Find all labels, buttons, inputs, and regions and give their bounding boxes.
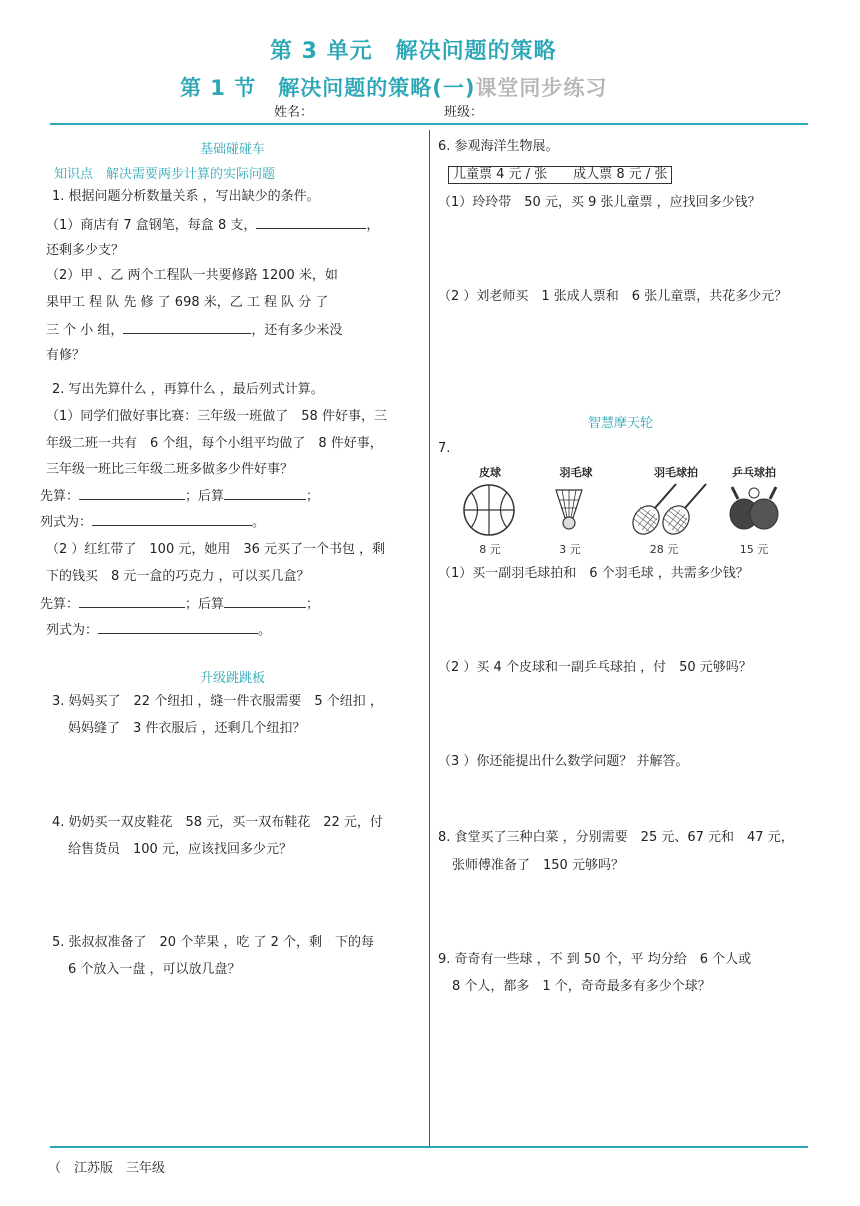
first-label: 先算： bbox=[40, 597, 80, 612]
q4-line2: 给售货员 100 元，应该找回多少元？ bbox=[68, 842, 292, 857]
q7-number: 7. bbox=[438, 441, 451, 456]
q6-part2: （2 ）刘老师买 1 张成人票和 6 张儿童票，共花多少元？ bbox=[438, 289, 788, 304]
section-upgrade: 升级跳跳板 bbox=[200, 671, 266, 686]
period: 。 bbox=[258, 623, 272, 638]
column-divider bbox=[429, 130, 430, 1146]
item-name: 皮球 bbox=[479, 466, 501, 479]
basketball-icon bbox=[462, 483, 516, 537]
section-basic: 基础碰碰车 bbox=[200, 142, 266, 157]
item-price: 3 元 bbox=[559, 543, 581, 556]
formula-blank[interactable] bbox=[98, 621, 258, 634]
q2-part1-line1: （1）同学们做好事比赛：三年级一班做了 58 件好事，三 bbox=[46, 409, 387, 424]
first-blank[interactable] bbox=[79, 595, 185, 608]
q1-part2-line3 bbox=[46, 321, 342, 340]
q1-part2-line3-text: 三 个 小 组， bbox=[46, 323, 124, 338]
q3-line2: 妈妈缝了 3 件衣服后 ，还剩几个纽扣？ bbox=[68, 721, 306, 736]
q2-part2-formula bbox=[46, 621, 271, 640]
then-blank[interactable] bbox=[224, 487, 306, 500]
q5-line2: 6 个放入一盘 ，可以放几盘？ bbox=[68, 962, 241, 977]
q7-part1: （1）买一副羽毛球拍和 6 个羽毛球 ，共需多少钱？ bbox=[438, 566, 749, 581]
q3-line1: 3. 妈妈买了 22 个纽扣 ，缝一件衣服需要 5 个纽扣 ， bbox=[52, 694, 383, 709]
footer-text: （ 江苏版 三年级 bbox=[48, 1161, 166, 1176]
item-price: 8 元 bbox=[479, 543, 501, 556]
section-title-main: 第 1 节 解决问题的策略(一) bbox=[180, 76, 476, 100]
shuttlecock-icon bbox=[552, 486, 586, 532]
class-label: 班级： bbox=[444, 105, 484, 120]
q4-line1: 4. 奶奶买一双皮鞋花 58 元，买一双布鞋花 22 元，付 bbox=[52, 815, 383, 830]
q2-part2-steps bbox=[40, 595, 319, 614]
q1-stem: 1. 根据问题分析数量关系 ，写出缺少的条件。 bbox=[52, 189, 320, 204]
section-title-sub: 课堂同步练习 bbox=[475, 76, 608, 100]
then-label: ；后算 bbox=[185, 489, 225, 504]
item-name: 乒乓球拍 bbox=[732, 466, 776, 479]
q9-line1: 9. 奇奇有一些球 ，不 到 50 个，平 均分给 6 个人或 bbox=[438, 952, 752, 967]
q1-part2-line3-end: ，还有多少米没 bbox=[251, 323, 343, 338]
knowledge-point: 知识点 解决需要两步计算的实际问题 bbox=[54, 167, 276, 182]
q1-part1-end: ， bbox=[366, 218, 380, 233]
q2-part2-line1: （2 ）红红带了 100 元，她用 36 元买了一个书包 ，剩 bbox=[46, 542, 386, 557]
unit-title: 第 3 单元 解决问题的策略 bbox=[270, 39, 557, 64]
then-blank[interactable] bbox=[224, 595, 306, 608]
pingpong-paddles-icon bbox=[724, 484, 782, 534]
q1-part2-line1: （2）甲 、乙 两个工程队一共要修路 1200 米，如 bbox=[46, 268, 338, 283]
section-wisdom: 智慧摩天轮 bbox=[588, 416, 654, 431]
q1-part2-line2: 果甲工 程 队 先 修 了 698 米，乙 工 程 队 分 了 bbox=[46, 295, 329, 310]
ticket-price-box: 儿童票 4 元 / 张 成人票 8 元 / 张 bbox=[448, 166, 672, 184]
first-blank[interactable] bbox=[79, 487, 185, 500]
formula-label: 列式为： bbox=[40, 515, 93, 530]
q8-line1: 8. 食堂买了三种白菜 ，分别需要 25 元、67 元和 47 元， bbox=[438, 830, 794, 845]
badminton-rackets-icon bbox=[628, 480, 714, 538]
item-price: 15 元 bbox=[739, 543, 769, 556]
semicolon: ； bbox=[306, 597, 320, 612]
q7-part2: （2 ）买 4 个皮球和一副乒乓球拍 ，付 50 元够吗？ bbox=[438, 660, 752, 675]
q1-part1-line2: 还剩多少支？ bbox=[46, 243, 125, 258]
formula-label: 列式为： bbox=[46, 623, 99, 638]
q1-part1-text: （1）商店有 7 盒钢笔，每盒 8 支， bbox=[46, 218, 257, 233]
q7-part3: （3 ）你还能提出什么数学问题？ 并解答。 bbox=[438, 754, 689, 769]
q2-part1-line3: 三年级一班比三年级二班多做多少件好事？ bbox=[46, 462, 294, 477]
period: 。 bbox=[252, 515, 266, 530]
q2-part1-formula bbox=[40, 513, 265, 532]
q6-part1: （1）玲玲带 50 元，买 9 张儿童票 ，应找回多少钱？ bbox=[438, 195, 761, 210]
first-label: 先算： bbox=[40, 489, 80, 504]
q1-part1 bbox=[46, 216, 379, 235]
q2-stem: 2. 写出先算什么 ，再算什么 ，最后列式计算。 bbox=[52, 382, 324, 397]
footer-rule bbox=[50, 1146, 808, 1148]
q1-part2-line4: 有修？ bbox=[46, 348, 86, 363]
q9-line2: 8 个人，都多 1 个，奇奇最多有多少个球？ bbox=[452, 979, 711, 994]
q5-line1: 5. 张叔叔准备了 20 个苹果 ，吃 了 2 个，剩 下的每 bbox=[52, 935, 375, 950]
q6-stem: 6. 参观海洋生物展。 bbox=[438, 139, 559, 154]
formula-blank[interactable] bbox=[92, 513, 252, 526]
q2-part2-line2: 下的钱买 8 元一盒的巧克力 ，可以买几盒？ bbox=[46, 569, 310, 584]
semicolon: ； bbox=[306, 489, 320, 504]
q1-part1-blank[interactable] bbox=[256, 216, 366, 229]
q1-part2-blank[interactable] bbox=[123, 321, 251, 334]
item-name: 羽毛球 bbox=[559, 466, 593, 479]
then-label: ；后算 bbox=[185, 597, 225, 612]
q2-part1-line2: 年级二班一共有 6 个组，每个小组平均做了 8 件好事， bbox=[46, 436, 383, 451]
item-price: 28 元 bbox=[649, 543, 679, 556]
name-label: 姓名： bbox=[274, 105, 314, 120]
section-title bbox=[180, 72, 607, 102]
q2-part1-steps bbox=[40, 487, 319, 506]
q8-line2: 张师傅准备了 150 元够吗？ bbox=[452, 858, 624, 873]
header-rule bbox=[50, 123, 808, 125]
item-name: 羽毛球拍 bbox=[654, 466, 698, 479]
